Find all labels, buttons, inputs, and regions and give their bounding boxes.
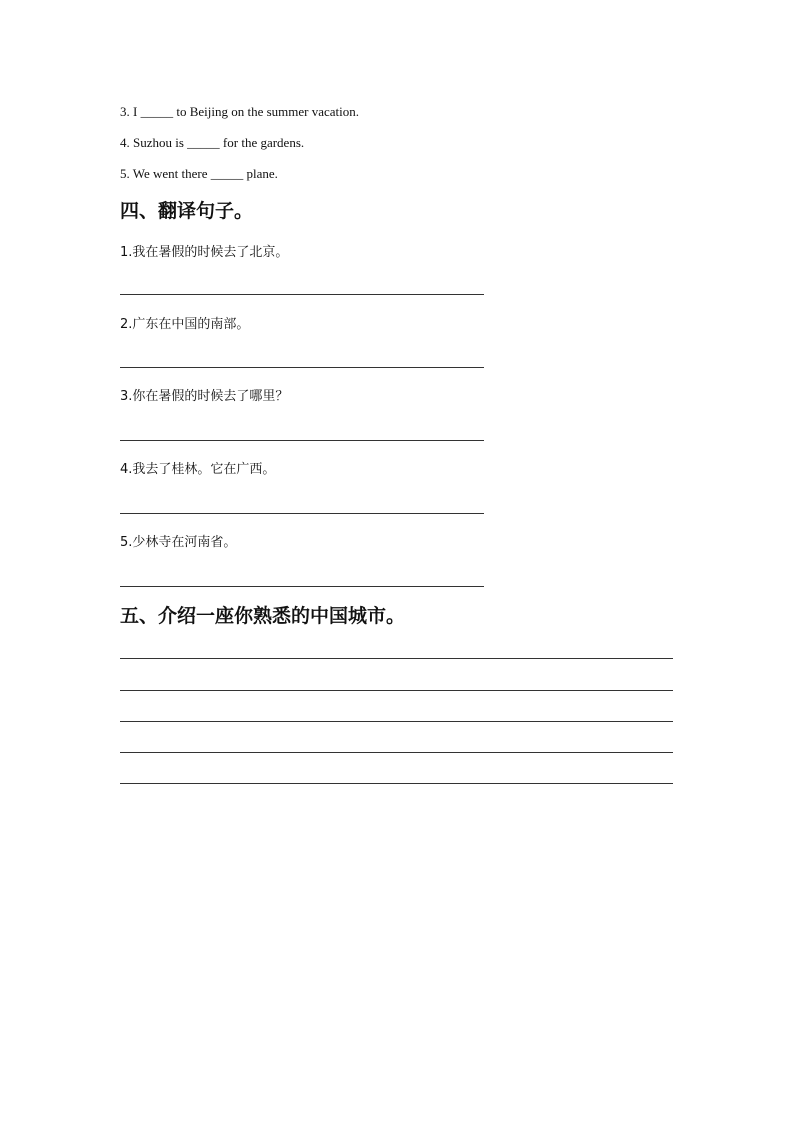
section5-heading: 五、介绍一座你熟悉的中国城市。 xyxy=(120,605,406,627)
translate-item-5: 5.少林寺在河南省。 xyxy=(120,535,237,550)
writing-line-1[interactable] xyxy=(120,658,673,659)
fill-in-item-5: 5. We went there _____ plane. xyxy=(120,166,278,181)
writing-line-5[interactable] xyxy=(120,783,673,784)
writing-line-3[interactable] xyxy=(120,721,673,722)
translate-item-1: 1.我在暑假的时候去了北京。 xyxy=(120,245,289,260)
answer-line-4[interactable] xyxy=(120,513,484,514)
answer-line-3[interactable] xyxy=(120,440,484,441)
translate-item-3: 3.你在暑假的时候去了哪里？ xyxy=(120,389,289,404)
writing-line-4[interactable] xyxy=(120,752,673,753)
answer-line-5[interactable] xyxy=(120,586,484,587)
answer-line-1[interactable] xyxy=(120,294,484,295)
fill-in-item-3: 3. I _____ to Beijing on the summer vacation. xyxy=(120,104,360,119)
fill-in-item-4: 4. Suzhou is _____ for the gardens. xyxy=(120,135,305,150)
translate-item-4: 4.我去了桂林。它在广西。 xyxy=(120,462,276,477)
writing-line-2[interactable] xyxy=(120,690,673,691)
answer-line-2[interactable] xyxy=(120,367,484,368)
translate-item-2: 2.广东在中国的南部。 xyxy=(120,317,250,332)
section4-heading: 四、翻译句子。 xyxy=(120,200,254,222)
